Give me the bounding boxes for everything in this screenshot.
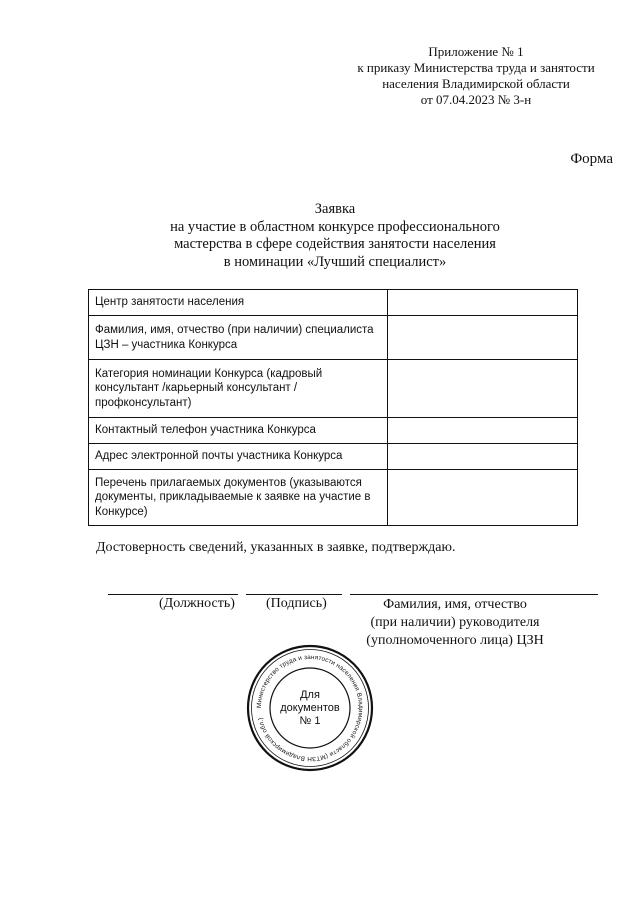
table-row [89, 290, 578, 316]
name-caption-line: Фамилия, имя, отчество [383, 597, 527, 612]
appendix-reference [346, 44, 606, 108]
signature-caption: (Подпись) [266, 596, 327, 611]
table-row [89, 470, 578, 526]
appendix-line: от 07.04.2023 № 3-н [420, 92, 532, 107]
row-label: Перечень прилагаемых документов (указываются документы, прикладываемые к заявке на участие в Конкурсе) [89, 470, 388, 526]
confirmation-statement: Достоверность сведений, указанных в заявке, подтверждаю. [96, 540, 456, 555]
row-value-cell[interactable] [388, 316, 578, 360]
row-label: Адрес электронной почты участника Конкурса [89, 444, 388, 470]
stamp-ring-text: Министерство труда и занятости населения Владимирской области (МТЗН Владимирской обл.) [255, 653, 365, 763]
row-value-cell[interactable] [388, 290, 578, 316]
position-caption: (Должность) [159, 596, 235, 611]
form-label: Форма [570, 151, 613, 167]
title-line: Заявка [314, 201, 356, 217]
row-label: Категория номинации Конкурса (кадровый консультант /карьерный консультант /профконсультант) [89, 360, 388, 418]
table-row [89, 360, 578, 418]
document-title [90, 201, 580, 271]
stamp-center [244, 642, 376, 774]
name-caption [355, 596, 555, 650]
title-line: мастерства в сфере содействия занятости населения [174, 236, 496, 252]
table-row [89, 316, 578, 360]
title-line: в номинации «Лучший специалист» [223, 253, 447, 270]
title-line: на участие в областном конкурсе профессионального [170, 218, 500, 235]
name-caption-line: (при наличии) руководителя [370, 615, 540, 630]
row-value-cell[interactable] [388, 444, 578, 470]
row-label: Центр занятости населения [89, 290, 388, 316]
table-row [89, 444, 578, 470]
stamp-center-line: документов [280, 701, 340, 714]
stamp-center-line: Для [300, 688, 320, 701]
name-signature-line[interactable] [350, 594, 598, 595]
stamp-center-line: № 1 [299, 714, 321, 727]
row-value-cell[interactable] [388, 470, 578, 526]
appendix-line: Приложение № 1 [428, 44, 524, 59]
appendix-line: к приказу Министерства труда и занятости [357, 60, 595, 75]
application-form-table [88, 289, 578, 526]
position-signature-line[interactable] [108, 594, 238, 595]
official-stamp [244, 642, 376, 774]
table-row [89, 418, 578, 444]
row-value-cell[interactable] [388, 418, 578, 444]
name-caption-line: (уполномоченного лица) ЦЗН [366, 633, 544, 648]
row-label: Фамилия, имя, отчество (при наличии) специалиста ЦЗН – участника Конкурса [89, 316, 388, 360]
signature-line[interactable] [246, 594, 342, 595]
row-label: Контактный телефон участника Конкурса [89, 418, 388, 444]
row-value-cell[interactable] [388, 360, 578, 418]
appendix-line: населения Владимирской области [382, 76, 570, 91]
